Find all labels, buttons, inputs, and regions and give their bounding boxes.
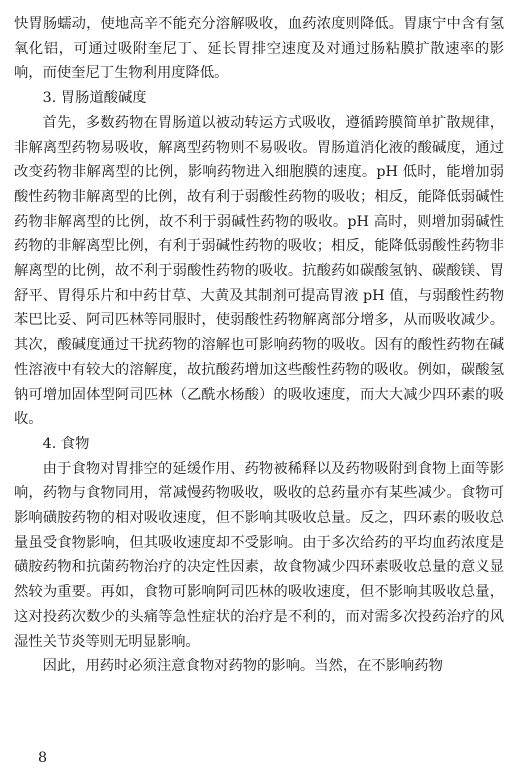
paragraph-conclusion: 因此，用药时必须注意食物对药物的影响。当然，在不影响药物	[42, 658, 443, 675]
section-heading-food: 4. 食物	[42, 435, 90, 452]
page-number: 8	[38, 750, 48, 766]
paragraph-food: 由于食物对胃排空的延缓作用、药物被稀释以及药物吸附到食物上面等影响，药物与食物同用，常减慢药物吸收，吸收的总药量亦有某些减少。食物可影响磺胺药物的相对吸收速度，但不影响其吸收总量。反之，四环素的吸收总量虽受食物影响，但其吸收速度却不受影响。由于多次给药的平均血药浓度是磺胺药物和抗菌药物治疗的决定性因素，故食物减少四环素吸收总量的意义显然较为重要。再如，食物可影响阿司匹林的吸收速度，但不影响其吸收总量，这对投药次数少的头痛等急性症状的治疗是不利的，而对需多次投药治疗的风湿性关节炎等则无明显影响。	[14, 460, 504, 650]
paragraph-continuation: 快胃肠蠕动，使地高辛不能充分溶解吸收，血药浓度则降低。胃康宁中含有氢氧化铝，可通过吸附奎尼丁、延长胃排空速度及对通过肠粘膜扩散速率的影响，而使奎尼丁生物利用度降低。	[14, 16, 504, 82]
section-heading-ph: 3. 胃肠道酸碱度	[42, 90, 147, 107]
paragraph-ph: 首先，多数药物在胃肠道以被动转运方式吸收，遵循跨膜简单扩散规律，非解离型药物易吸收，解离型药物则不易吸收。胃肠道消化液的酸碱度，通过改变药物非解离型的比例，影响药物进入细胞膜的速度。pH 低时，能增加弱酸性药物非解离型的比例，故有利于弱酸性药物的吸收；相反，能降低弱碱性药物非解离型的比例，故不利于弱碱性药物的吸收。pH 高时，则增加弱碱性药物的非解离型比例，有利于弱碱性药物的吸收；相反，能降低弱酸性药物非解离型的比例，故不利于弱酸性药物的吸收。抗酸药如碳酸氢钠、碳酸镁、胃舒平、胃得乐片和中药甘草、大黄及其制剂可提高胃液 pH 值，与弱酸性药物苯巴比妥、阿司匹林等同服时，使弱酸性药物解离部分增多，从而吸收减少。其次，酸碱度通过干扰药物的溶解也可影响药物的吸收。因有的酸性药物在碱性溶液中有较大的溶解度，故抗酸药增加这些酸性药物的吸收。例如，碳酸氢钠可增加固体型阿司匹林（乙酰水杨酸）的吸收速度，而大大减少四环素的吸收。	[14, 114, 504, 428]
